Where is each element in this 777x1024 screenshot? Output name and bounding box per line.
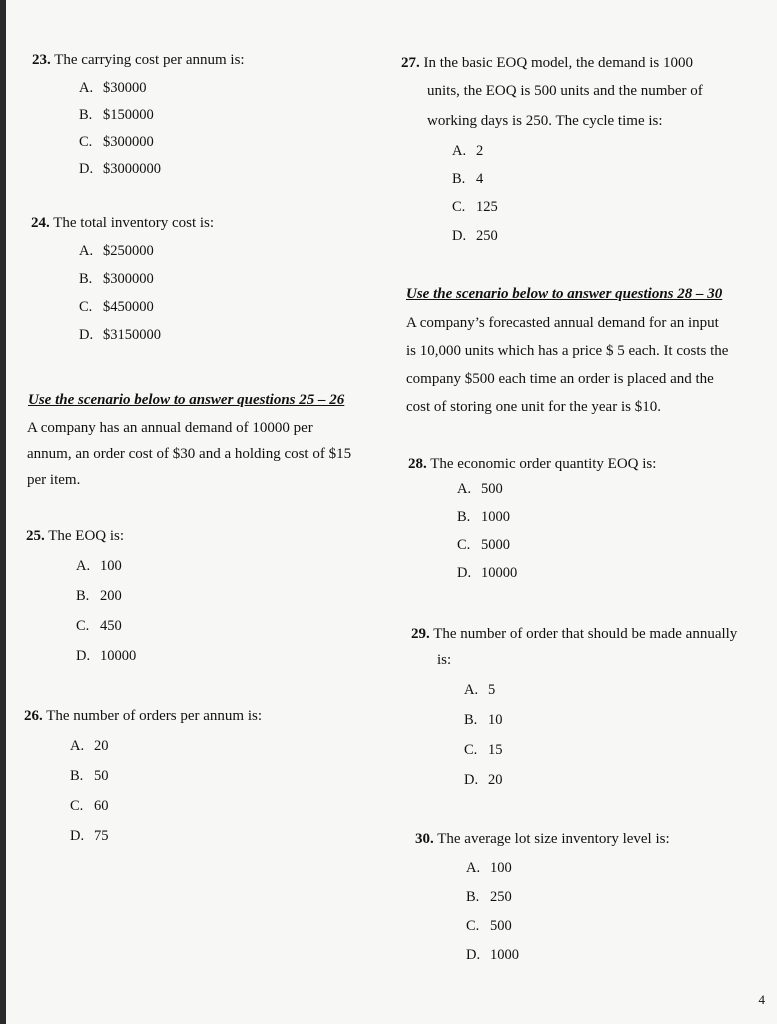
option-25-b: B. 200: [76, 588, 122, 604]
exam-page: [6, 0, 777, 1024]
option-25-a: A. 100: [76, 558, 122, 574]
question-27-stem-line: units, the EOQ is 500 units and the number of: [427, 83, 703, 99]
question-24-stem: 24. The total inventory cost is:: [31, 215, 215, 231]
option-29-a: A. 5: [464, 682, 496, 698]
option-25-c: C. 450: [76, 618, 122, 634]
question-25-stem: 25. The EOQ is:: [26, 528, 125, 544]
option-27-a: A. 2: [452, 143, 484, 159]
scenario-28-30-line: cost of storing one unit for the year is $10.: [406, 399, 661, 415]
option-23-a: A. $30000: [79, 80, 147, 96]
option-28-a: A. 500: [457, 481, 503, 497]
option-27-d: D. 250: [452, 228, 498, 244]
option-24-d: D. $3150000: [79, 327, 161, 343]
page-number: 4: [758, 992, 765, 1007]
question-30-stem: 30. The average lot size inventory level is:: [415, 831, 670, 847]
question-29-stem: 29. The number of order that should be made annually: [411, 626, 738, 642]
scenario-28-30-line: A company’s forecasted annual demand for an input: [406, 315, 719, 331]
option-27-b: B. 4: [452, 171, 484, 187]
option-23-c: C. $300000: [79, 134, 154, 150]
option-24-c: C. $450000: [79, 299, 154, 315]
option-29-d: D. 20: [464, 772, 503, 788]
option-26-d: D. 75: [70, 828, 109, 844]
option-26-b: B. 50: [70, 768, 109, 784]
option-29-b: B. 10: [464, 712, 503, 728]
option-24-b: B. $300000: [79, 271, 154, 287]
option-28-c: C. 5000: [457, 537, 510, 553]
option-26-a: A. 20: [70, 738, 109, 754]
scenario-25-26-line: A company has an annual demand of 10000 per: [27, 420, 313, 436]
option-23-b: B. $150000: [79, 107, 154, 123]
option-25-d: D. 10000: [76, 648, 137, 664]
option-29-c: C. 15: [464, 742, 503, 758]
option-28-d: D. 10000: [457, 565, 518, 581]
question-27-stem: 27. In the basic EOQ model, the demand is 1000: [401, 55, 694, 71]
scenario-28-30-heading: Use the scenario below to answer questions 28 – 30: [406, 286, 723, 302]
option-23-d: D. $3000000: [79, 161, 161, 177]
option-30-d: D. 1000: [466, 947, 519, 963]
question-29-stem-line: is:: [437, 652, 452, 668]
scenario-28-30-line: is 10,000 units which has a price $ 5 each. It costs the: [406, 343, 729, 359]
question-26-stem: 26. The number of orders per annum is:: [24, 708, 263, 724]
scenario-25-26-line: annum, an order cost of $30 and a holding cost of $15: [27, 446, 352, 462]
question-28-stem: 28. The economic order quantity EOQ is:: [408, 456, 657, 472]
option-30-c: C. 500: [466, 918, 512, 934]
question-23-stem: 23. The carrying cost per annum is:: [32, 52, 245, 68]
option-30-a: A. 100: [466, 860, 512, 876]
option-30-b: B. 250: [466, 889, 512, 905]
option-27-c: C. 125: [452, 199, 498, 215]
option-24-a: A. $250000: [79, 243, 154, 259]
option-28-b: B. 1000: [457, 509, 510, 525]
question-27-stem-line: working days is 250. The cycle time is:: [427, 113, 663, 129]
scenario-28-30-line: company $500 each time an order is placed and the: [406, 371, 714, 387]
scenario-25-26-line: per item.: [27, 472, 81, 488]
scenario-25-26-heading: Use the scenario below to answer questions 25 – 26: [28, 392, 345, 408]
option-26-c: C. 60: [70, 798, 109, 814]
